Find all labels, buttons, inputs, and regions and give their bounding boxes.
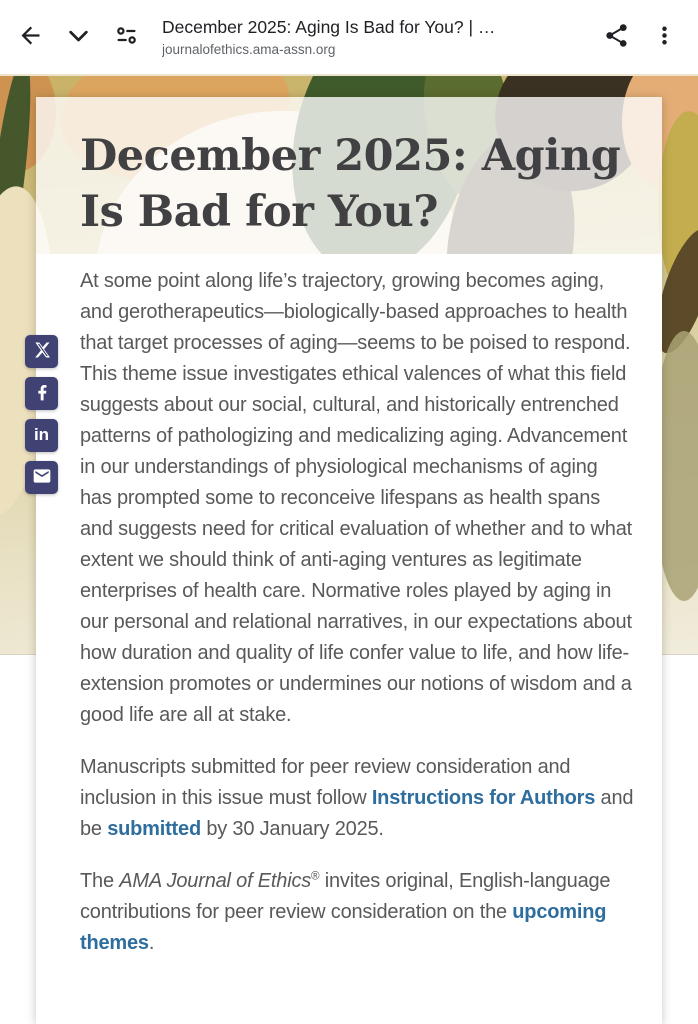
- article-card: [33, 97, 662, 1024]
- browser-page-url: journalofethics.ama-assn.org: [162, 42, 336, 57]
- facebook-icon: [32, 382, 52, 405]
- email-share-button[interactable]: [25, 461, 58, 494]
- expand-button[interactable]: [54, 13, 102, 61]
- paragraph-text: The: [80, 870, 120, 892]
- webpage-viewport: [0, 74, 698, 1024]
- inline-link[interactable]: upcoming themes: [80, 901, 607, 954]
- superscript-text: ®: [311, 869, 320, 883]
- page-settings-button[interactable]: [102, 13, 150, 61]
- facebook-share-button[interactable]: [25, 377, 58, 410]
- article-paragraph-1: At some point along life’s trajectory, growing becomes aging, and gerotherapeutics—biologically-based approaches to health that target processes of aging—seems to be poised to respond. This theme issue investigates ethical valences of what this field suggests about our social, cultural, and historically entrenched patterns of pathologizing and medicalizing aging. Advancement in our understandings of physiological mechanisms of aging has prompted some to reconceive lifespans as health spans and suggests need for critical evaluation of whether and to what extent we should think of anti-aging ventures as legitimate enterprises of health care. Normative roles played by aging in our personal and relational narratives, in our expectations about how duration and quality of life confer value to life, and how life-extension promotes or undermines our notions of wisdom and a good life are all at stake.: [80, 270, 632, 726]
- paragraph-text: .: [148, 932, 155, 954]
- email-icon: [32, 466, 52, 489]
- overflow-menu-icon: [651, 22, 678, 52]
- share-icon: [603, 22, 630, 52]
- back-button[interactable]: [6, 13, 54, 61]
- article-paragraph-2: [80, 752, 634, 845]
- paragraph-text: invites original, English-language contributions for peer review consideration on the: [80, 870, 611, 923]
- paragraph-text: Manuscripts submitted for peer review consideration and inclusion in this issue must follow: [80, 756, 571, 809]
- tune-icon: [113, 22, 140, 52]
- share-button[interactable]: [592, 13, 640, 61]
- browser-page-title: December 2025: Aging Is Bad for You? | …: [162, 17, 496, 37]
- x-icon: [32, 340, 52, 363]
- article-paragraph-3: [80, 866, 634, 959]
- page-title-block[interactable]: [162, 17, 586, 57]
- inline-link[interactable]: Instructions for Authors: [371, 787, 596, 809]
- overflow-menu-button[interactable]: [640, 13, 688, 61]
- paragraph-text: by 30 January 2025.: [200, 818, 384, 840]
- paragraph-text: and be: [80, 787, 634, 840]
- article-title-line-1: December 2025: Aging: [80, 131, 621, 181]
- article-title-line-2: Is Bad for You?: [80, 187, 438, 237]
- inline-link[interactable]: submitted: [107, 818, 201, 840]
- article-hero: [36, 97, 662, 254]
- linkedin-share-button[interactable]: [25, 419, 58, 452]
- linkedin-icon: in: [33, 425, 50, 444]
- x-share-button[interactable]: [25, 335, 58, 368]
- browser-bar: [0, 0, 698, 74]
- italic-text: AMA Journal of Ethics: [119, 870, 312, 892]
- chevron-down-icon: [65, 22, 92, 52]
- article-body: [33, 254, 662, 1024]
- article-title: [80, 128, 634, 240]
- social-share-rail: [25, 335, 58, 494]
- back-arrow-icon: [17, 22, 44, 52]
